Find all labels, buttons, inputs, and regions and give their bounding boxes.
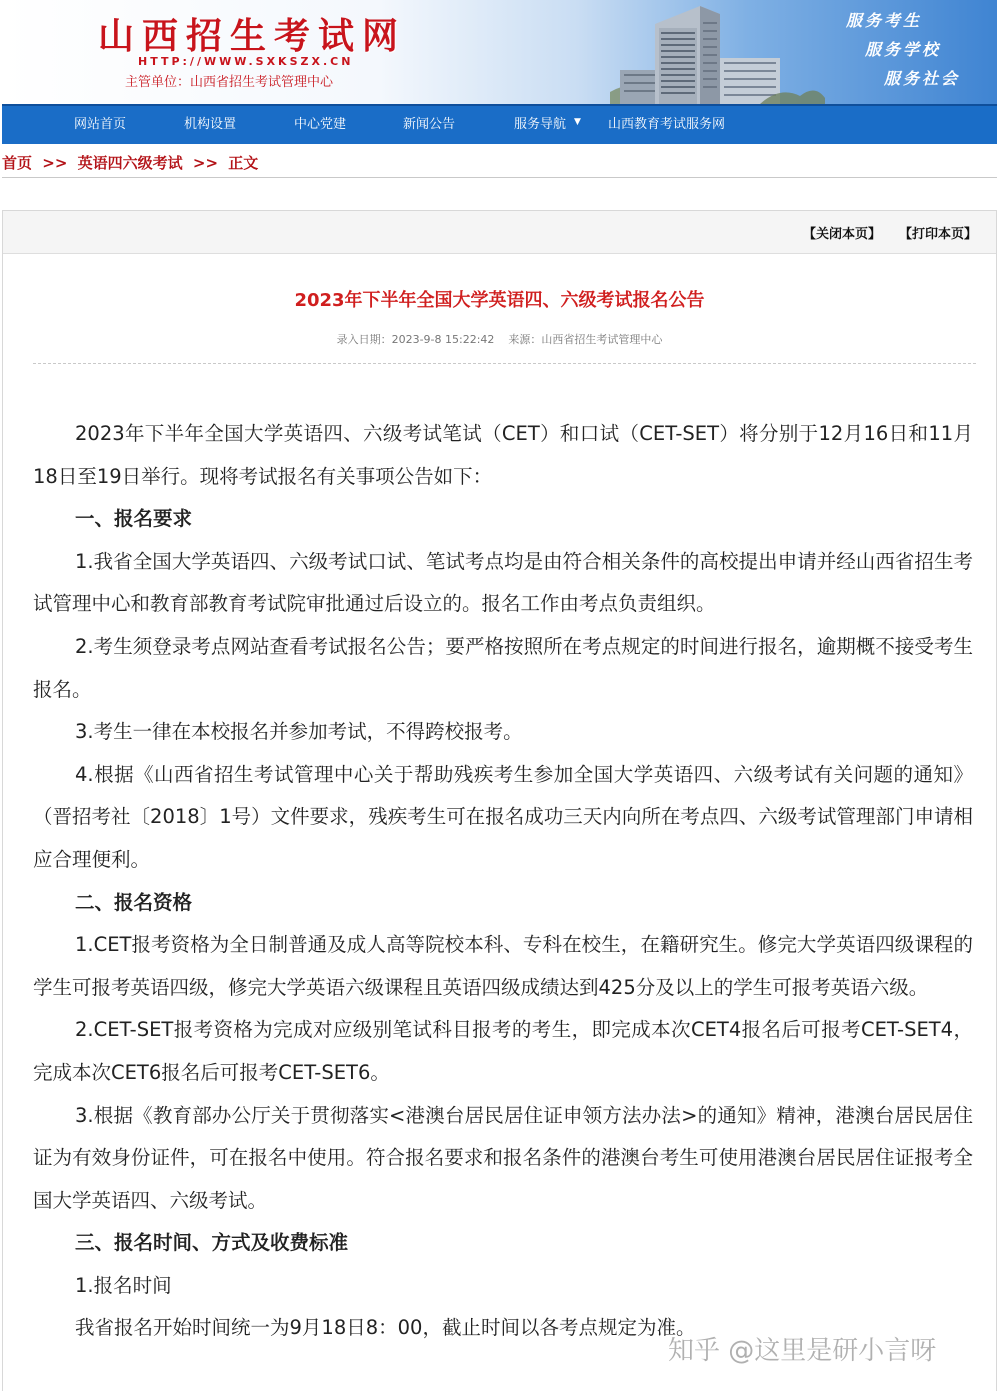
breadcrumb-home-link[interactable]: 首页 [2,154,33,172]
breadcrumb-current: 正文 [228,154,259,172]
site-logo-title[interactable]: 山西招生考试网 [98,15,407,57]
nav-item-party-building[interactable]: 中心党建 [294,117,347,132]
article-container [2,210,997,1391]
caret-down-icon: ▼ [574,117,581,127]
article-toolbar [3,211,996,254]
nav-item-home[interactable]: 网站首页 [74,117,127,132]
nav-item-service-guide[interactable] [514,106,581,144]
site-url: HTTP://WWW.SXKSZX.CN [138,55,354,68]
close-page-button[interactable]: 【关闭本页】 [803,227,882,242]
nav-item-service-guide-label: 服务导航 [514,117,567,132]
article-paragraph: 1.CET报考资格为全日制普通及成人高等院校本科、专科在校生，在籍研究生。修完大学英语四级课程的学生可报考英语四级，修完大学英语六级课程且英语四级成绩达到425分及以上的学生可报考英语六级。 [33,933,973,999]
zhihu-watermark: 知乎 @这里是研小言呀 [668,1336,937,1366]
title-divider [33,363,976,364]
article-date: 录入日期：2023-9-8 15:22:42 [336,333,495,346]
print-page-button[interactable]: 【打印本页】 [899,227,978,242]
article-body [33,413,973,1350]
main-navigation [2,104,997,144]
nav-item-exam-service-portal[interactable]: 山西教育考试服务网 [608,117,726,132]
site-banner [0,0,997,104]
slogan-item: 服务社会 [884,69,961,88]
section-heading: 一、报名要求 [75,507,193,531]
site-organization: 主管单位：山西省招生考试管理中心 [125,75,334,90]
article-paragraph: 4.根据《山西省招生考试管理中心关于帮助残疾考生参加全国大学英语四、六级考试有关问题的通知》（晋招考社〔2018〕1号）文件要求，残疾考生可在报名成功三天内向所在考点四、六级考试管理部门申请相应合理便利。 [33,762,973,871]
breadcrumb-separator: >> [192,154,219,172]
article-paragraph: 我省报名开始时间统一为9月18日8：00，截止时间以各考点规定为准。 [75,1316,696,1340]
slogan-item: 服务学校 [865,40,942,59]
section-heading: 三、报名时间、方式及收费标准 [75,1231,349,1255]
article-paragraph: 2.考生须登录考点网站查看考试报名公告；要严格按照所在考点规定的时间进行报名，逾期概不接受考生报名。 [33,634,973,701]
slogan-list [840,8,990,95]
section-heading: 二、报名资格 [75,890,193,914]
article-paragraph: 2023年下半年全国大学英语四、六级考试笔试（CET）和口试（CET-SET）将分别于12月16日和11月18日至19日举行。现将考试报名有关事项公告如下： [33,422,973,488]
article-paragraph: 2.CET-SET报考资格为完成对应级别笔试科目报考的考生，即完成本次CET4报名后可报考CET-SET4，完成本次CET6报名后可报考CET-SET6。 [33,1018,973,1084]
article-source: 来源：山西省招生考试管理中心 [508,333,663,346]
slogan-item: 服务考生 [846,11,923,30]
article-paragraph: 1.我省全国大学英语四、六级考试口试、笔试考点均是由符合相关条件的高校提出申请并经山西省招生考试管理中心和教育部教育考试院审批通过后设立的。报名工作由考点负责组织。 [33,549,973,616]
article-title: 2023年下半年全国大学英语四、六级考试报名公告 [294,290,705,311]
article-meta [3,331,996,347]
breadcrumb [2,152,997,178]
nav-item-organization[interactable]: 机构设置 [184,117,237,132]
article-paragraph: 1.报名时间 [75,1273,172,1297]
breadcrumb-separator: >> [42,154,68,172]
nav-item-news[interactable]: 新闻公告 [403,117,456,132]
breadcrumb-category-link[interactable]: 英语四六级考试 [77,154,183,172]
building-illustration [610,0,840,104]
article-paragraph: 3.考生一律在本校报名并参加考试，不得跨校报考。 [75,720,523,744]
article-paragraph: 3.根据《教育部办公厅关于贯彻落实<港澳台居民居住证申领方法办法>的通知》精神，港澳台居民居住证为有效身份证件，可在报名中使用。符合报名要求和报名条件的港澳台考生可使用港澳台居民居住证报考全国大学英语四、六级考试。 [33,1103,973,1212]
